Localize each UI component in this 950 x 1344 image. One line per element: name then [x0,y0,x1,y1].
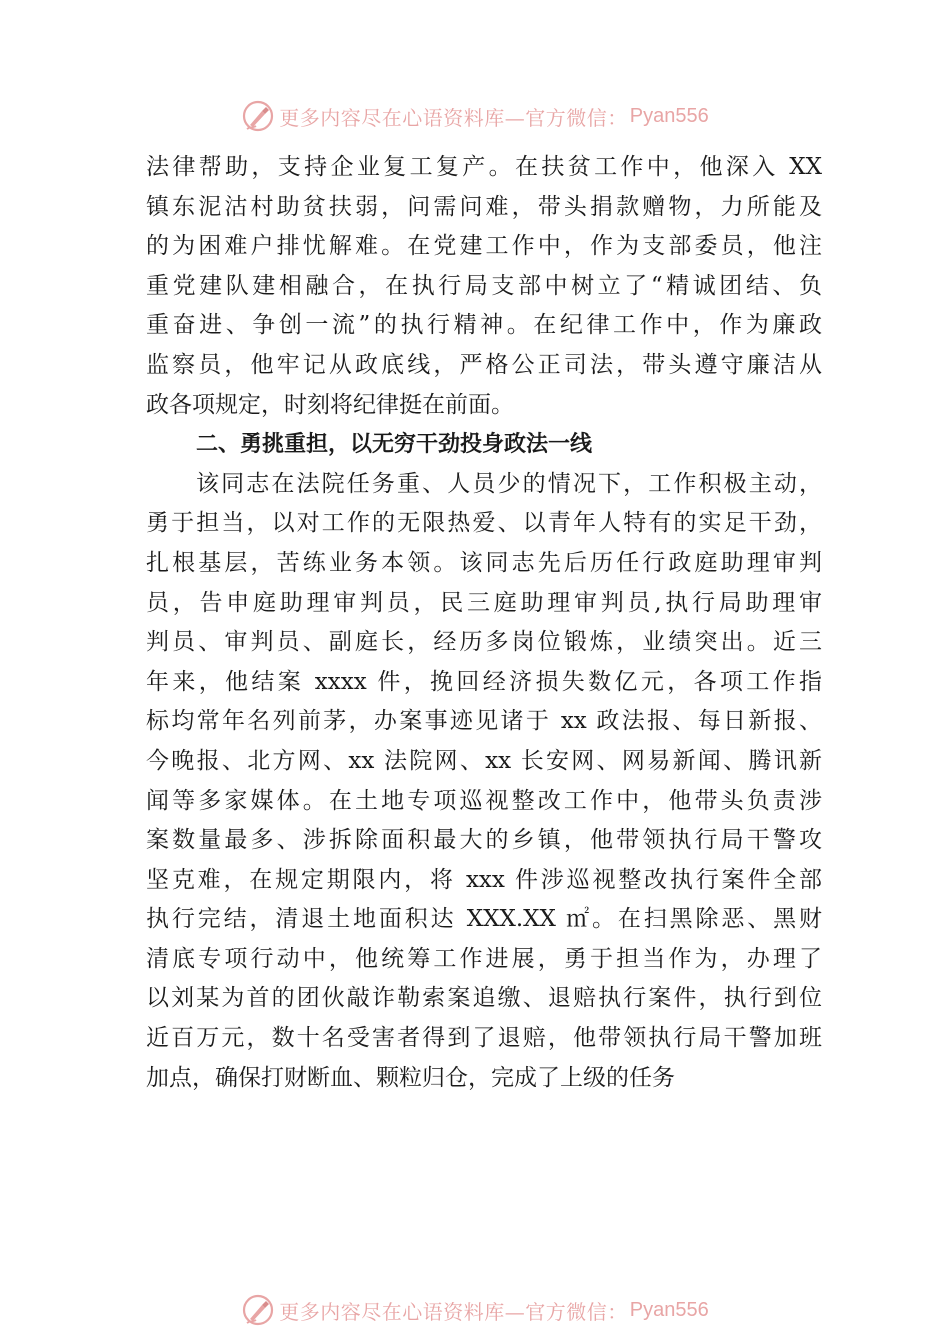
text-line: 扎根基层，苦练业务本领。该同志先后历任行政庭助理审判 [146,549,822,576]
watermark-text: 更多内容尽在心语资料库—官方微信： [279,105,628,130]
text-line: 近百万元，数十名受害者得到了退赔，他带领执行局干警加班 [146,1025,822,1052]
text-line: 加点，确保打财断血、颗粒归仓，完成了上级的任务 [146,1064,675,1091]
text-line: 今晚报、北方网、xx 法院网、xx 长安网、网易新闻、腾讯新 [146,747,822,774]
section-heading: 二、勇挑重担，以无穷干劲投身政法一线 [196,432,593,458]
text-line: 执行完结，清退土地面积达 XXX.XX ㎡。在扫黑除恶、黑财 [146,906,822,933]
text-line: 员，告申庭助理审判员，民三庭助理审判员,执行局助理审 [146,589,822,616]
text-line: 闻等多家媒体。在土地专项巡视整改工作中，他带头负责涉 [146,787,822,814]
paragraph-2 [146,465,822,1099]
watermark-header [0,96,950,136]
watermark-text: 更多内容尽在心语资料库—官方微信： [279,1299,628,1324]
paragraph-1 [146,148,822,425]
text-line: 监察员，他牢记从政底线，严格公正司法，带头遵守廉洁从 [146,351,822,378]
pen-logo-icon [241,1293,275,1327]
document-body [146,148,822,1098]
watermark-id: Pyan556 [629,1298,709,1321]
text-line: 的为困难户排忧解难。在党建工作中，作为支部委员，他注 [146,233,822,260]
text-line: 法律帮助，支持企业复工复产。在扶贫工作中，他深入 XX [146,154,822,180]
text-line: 坚克难，在规定期限内，将 xxx 件涉巡视整改执行案件全部 [146,866,822,893]
text-line: 案数量最多、涉拆除面积最大的乡镇，他带领执行局干警攻 [146,827,822,854]
text-line: 镇东泥沽村助贫扶弱，问需问难，带头捐款赠物，力所能及 [146,193,822,220]
watermark-footer [0,1290,950,1330]
pen-logo-icon [241,99,275,133]
text-line: 该同志在法院任务重、人员少的情况下，工作积极主动， [196,470,822,497]
text-line: 清底专项行动中，他统筹工作进展，勇于担当作为，办理了 [146,945,822,972]
text-line: 年来，他结案 xxxx 件，挽回经济损失数亿元，各项工作指 [146,668,822,695]
text-line: 重奋进、争创一流”的执行精神。在纪律工作中，作为廉政 [146,312,822,339]
text-line: 标均常年名列前茅，办案事迹见诸于 xx 政法报、每日新报、 [146,708,822,735]
text-line: 重党建队建相融合，在执行局支部中树立了“精诚团结、负 [146,272,822,299]
text-line: 政各项规定，时刻将纪律挺在前面。 [146,391,514,418]
text-line: 判员、审判员、副庭长，经历多岗位锻炼，业绩突出。近三 [146,629,822,656]
text-line: 以刘某为首的团伙敲诈勒索案追缴、退赔执行案件，执行到位 [146,985,822,1012]
text-line: 勇于担当，以对工作的无限热爱、以青年人特有的实足干劲， [146,510,822,537]
watermark-id: Pyan556 [629,104,709,127]
